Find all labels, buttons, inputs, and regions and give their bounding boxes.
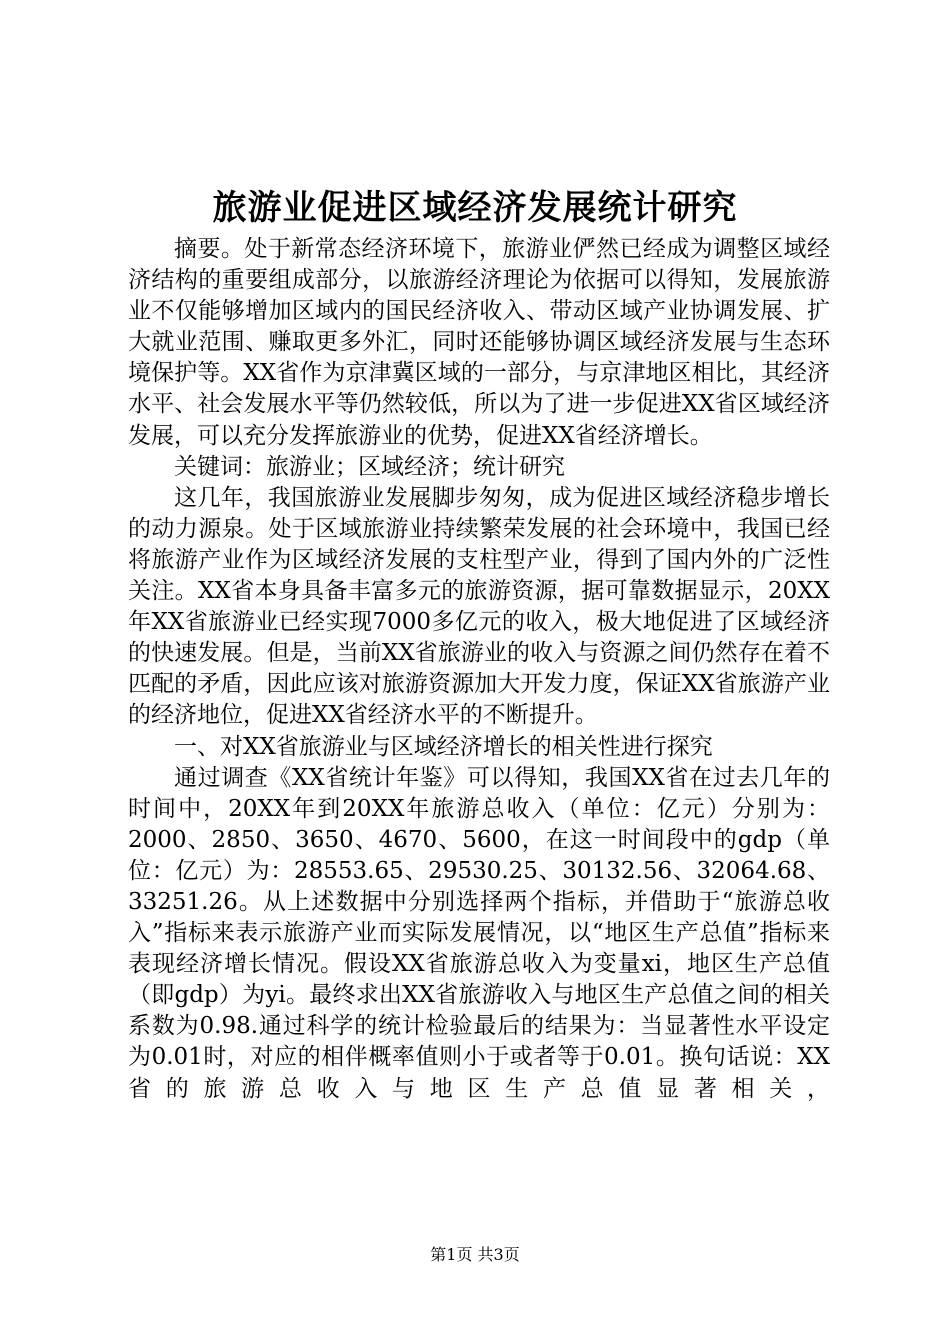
keywords-paragraph: 关键词：旅游业；区域经济；统计研究 xyxy=(174,453,565,480)
abstract-paragraph: 摘要。处于新常态经济环境下，旅游业俨然已经成为调整区域经济结构的重要组成部分，以旅游经济理论为依据可以得知，发展旅游业不仅能够增加区域内的国民经济收入、带动区域产业协调发展、扩大就业范围、赚取更多外汇，同时还能够协调区域经济发展与生态环境保护等。XX省作为京津冀区域的一部分，与京津地区相比，其经济水平、社会发展水平等仍然较低，所以为了进一步促进XX省区域经济发展，可以充分发挥旅游业的优势，促进XX省经济增长。 xyxy=(128,236,830,449)
document-body xyxy=(128,234,830,1105)
intro-paragraph: 这几年，我国旅游业发展脚步匆匆，成为促进区域经济稳步增长的动力源泉。处于区域旅游业持续繁荣发展的社会环境中，我国已经将旅游产业作为区域经济发展的支柱型产业，得到了国内外的广泛性关注。XX省本身具备丰富多元的旅游资源，据可靠数据显示，20XX年XX省旅游业已经实现7000多亿元的收入，极大地促进了区域经济的快速发展。但是，当前XX省旅游业的收入与资源之间仍然存在着不匹配的矛盾，因此应该对旅游资源加大开发力度，保证XX省旅游产业的经济地位，促进XX省经济水平的不断提升。 xyxy=(128,484,830,729)
page-number-footer: 第1页 共3页 xyxy=(430,1245,520,1264)
section-heading: 一、对XX省旅游业与区域经济增长的相关性进行探究 xyxy=(174,733,713,760)
section-paragraph: 通过调查《XX省统计年鉴》可以得知，我国XX省在过去几年的时间中，20XX年到20XX年旅游总收入（单位：亿元）分别为：2000、2850、3650、4670、5600，在这一时间段中的gdp（单位：亿元）为：28553.65、29530.25、30132.56、32064.68、33251.26。从上述数据中分别选择两个指标，并借助于“旅游总收入”指标来表示旅游产业而实际发展情况，以“地区生产总值”指标来表现经济增长情况。假设XX省旅游总收入为变量xi，地区生产总值（即gdp）为yi。最终求出XX省旅游收入与地区生产总值之间的相关系数为0.98.通过科学的统计检验最后的结果为：当显著性水平设定为0.01时，对应的相伴概率值则小于或者等于0.01。换句话说：XX省的旅游总收入与地区生产总值显著相关， xyxy=(128,764,830,1102)
document-title: 旅游业促进区域经济发展统计研究 xyxy=(212,188,738,228)
